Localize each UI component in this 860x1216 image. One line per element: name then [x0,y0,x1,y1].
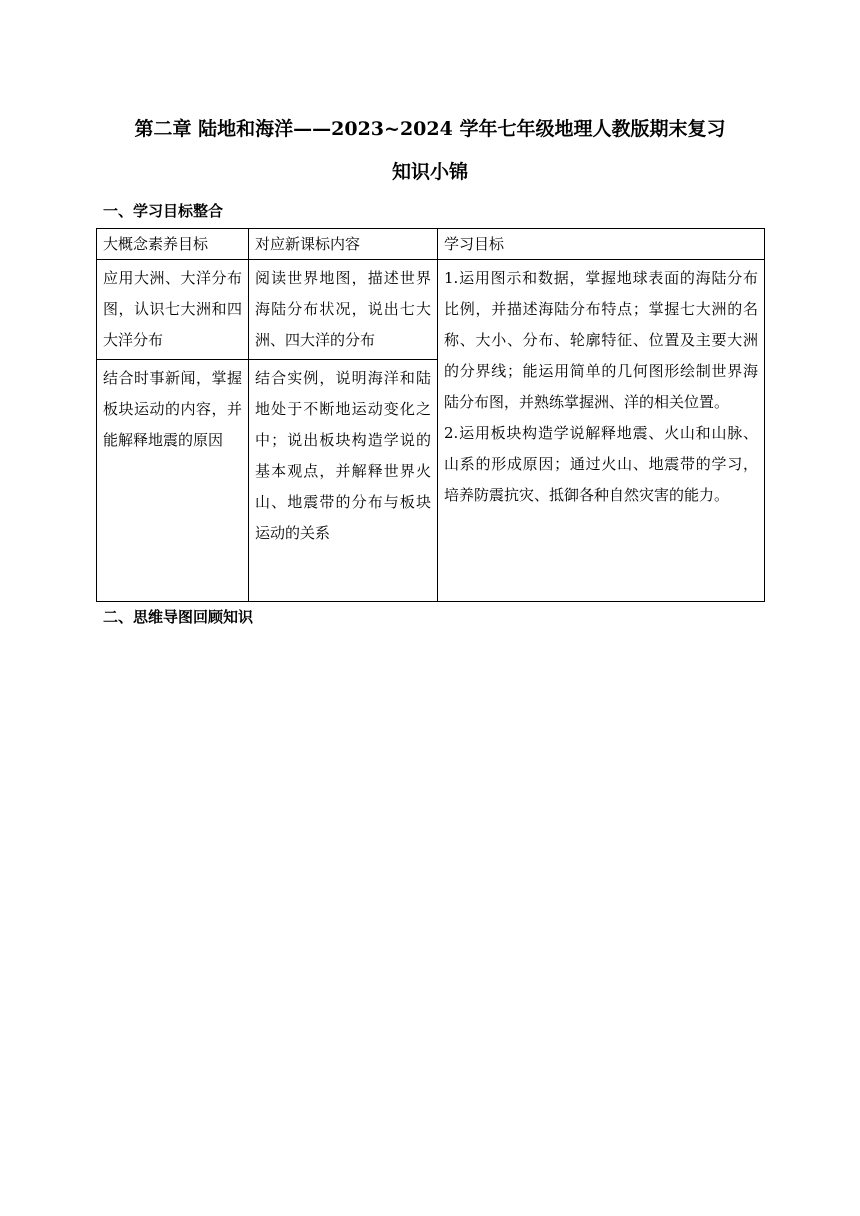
learning-goal-item: 1.运用图示和数据，掌握地球表面的海陆分布比例，并描述海陆分布特点；掌握七大洲的名称、大小、分布、轮廓特征、位置及主要大洲的分界线；能运用简单的几何图形绘制世界海陆分布图，并熟练掌握洲、洋的相关位置。 [444,269,758,411]
table-header-cell: 大概念素养目标 [97,229,249,260]
table-header-cell: 学习目标 [438,229,765,260]
document-title: 第二章 陆地和海洋——2023~2024 学年七年级地理人教版期末复习 [134,118,726,140]
document-title-continued: 知识小锦 [391,161,468,183]
table-row [97,260,765,360]
standard-cell: 阅读世界地图，描述世界海陆分布状况，说出七大洲、四大洋的分布 [249,260,438,360]
table-header-cell: 对应新课标内容 [249,229,438,260]
concept-cell: 结合时事新闻，掌握板块运动的内容，并能解释地震的原因 [97,360,249,602]
learning-goals-table [96,228,765,602]
learning-goals-cell [438,260,765,602]
table-header-row [97,229,765,260]
standard-cell: 结合实例，说明海洋和陆地处于不断地运动变化之中；说出板块构造学说的基本观点，并解释世界火山、地震带的分布与板块运动的关系 [249,360,438,602]
learning-goal-item: 2.运用板块构造学说解释地震、火山和山脉、山系的形成原因；通过火山、地震带的学习，培养防震抗灾、抵御各种自然灾害的能力。 [444,424,758,504]
concept-cell: 应用大洲、大洋分布图，认识七大洲和四大洋分布 [97,260,249,360]
section-heading-learning-goals: 一、学习目标整合 [103,202,224,220]
section-heading-mind-map: 二、思维导图回顾知识 [103,608,254,626]
